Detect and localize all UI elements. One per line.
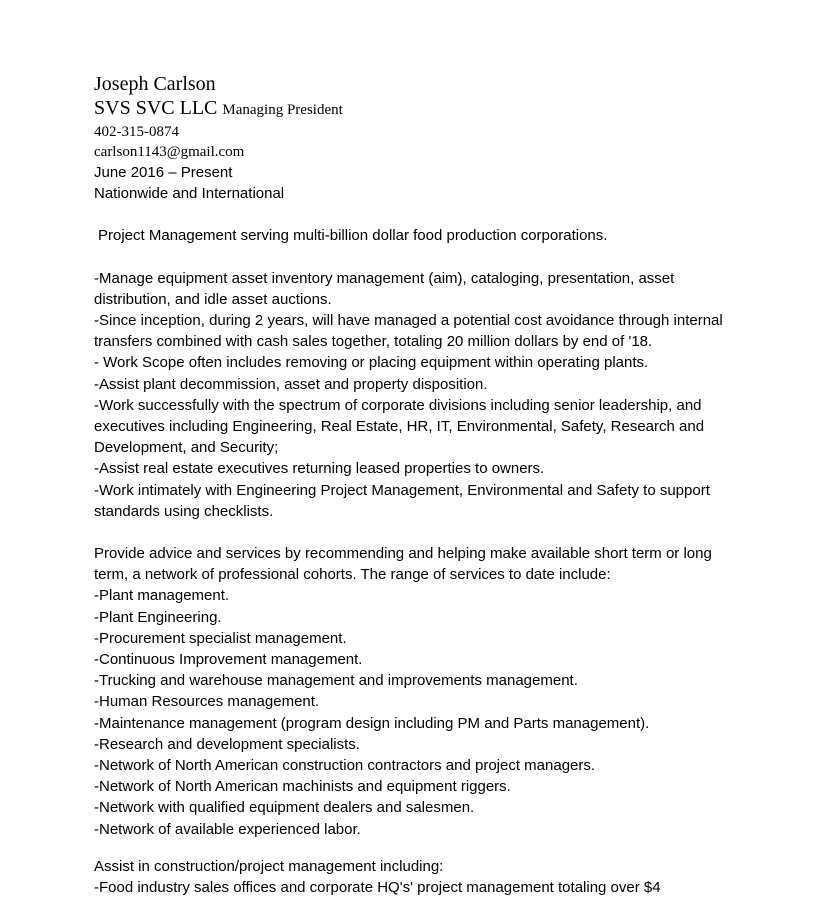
duty-item: -Manage equipment asset inventory management (aim), cataloging, presentation, asset distribution, and idle asset auctions.: [94, 269, 675, 308]
spacer: [94, 204, 734, 225]
resume-page: [94, 72, 734, 898]
email-address: carlson1143@gmail.com: [94, 144, 245, 160]
service-item: -Network of North American machinists and equipment riggers.: [94, 778, 511, 796]
service-item: -Network with qualified equipment dealers and salesmen.: [94, 799, 475, 817]
spacer: [94, 247, 734, 268]
duties-list: [94, 268, 734, 522]
service-item: -Continuous Improvement management.: [94, 651, 363, 669]
services-intro: Provide advice and services by recommending and helping make available short term or long term, a network of professional cohorts. The range of services to date include:: [94, 545, 712, 584]
employment-dates: June 2016 – Present: [94, 164, 233, 181]
services-list: [94, 585, 734, 839]
service-item: -Trucking and warehouse management and improvements management.: [94, 672, 578, 690]
duty-item: -Work successfully with the spectrum of corporate divisions including senior leadership, and executives including Engineering, Real Estate, HR, IT, Environmental, Safety, Research and Development, and Security;: [94, 396, 705, 457]
construction-item: -Food industry sales offices and corporate HQ's' project management totaling over $4: [94, 879, 661, 897]
summary-line: Project Management serving multi-billion dollar food production corporations.: [98, 227, 608, 245]
phone-number: 402-315-0874: [94, 124, 179, 140]
service-item: -Plant management.: [94, 587, 230, 605]
service-item: -Procurement specialist management.: [94, 629, 347, 647]
work-location: Nationwide and International: [94, 185, 285, 203]
duty-item: -Since inception, during 2 years, will have managed a potential cost avoidance through internal transfers combined with cash sales together, totaling 20 million dollars by end of '18.: [94, 312, 723, 351]
spacer: [94, 522, 734, 543]
spacer: [94, 840, 734, 856]
construction-intro: Assist in construction/project management including:: [94, 857, 444, 875]
duty-item: -Assist real estate executives returning leased properties to owners.: [94, 460, 545, 478]
service-item: -Plant Engineering.: [94, 608, 222, 626]
company-line: [94, 96, 734, 122]
person-name: Joseph Carlson: [94, 73, 216, 95]
duty-item: -Work intimately with Engineering Project Management, Environmental and Safety to support standards using checklists.: [94, 481, 710, 520]
construction-list: [94, 877, 734, 898]
company-name: SVS SVC LLC: [94, 97, 218, 119]
service-item: -Network of North American construction contractors and project managers.: [94, 757, 596, 775]
service-item: -Research and development specialists.: [94, 735, 360, 753]
duty-item: - Work Scope often includes removing or placing equipment within operating plants.: [94, 354, 649, 372]
duty-item: -Assist plant decommission, asset and property disposition.: [94, 375, 488, 393]
service-item: -Maintenance management (program design including PM and Parts management).: [94, 714, 650, 732]
service-item: -Human Resources management.: [94, 693, 320, 711]
service-item: -Network of available experienced labor.: [94, 820, 361, 838]
job-title: Managing President: [222, 102, 343, 118]
